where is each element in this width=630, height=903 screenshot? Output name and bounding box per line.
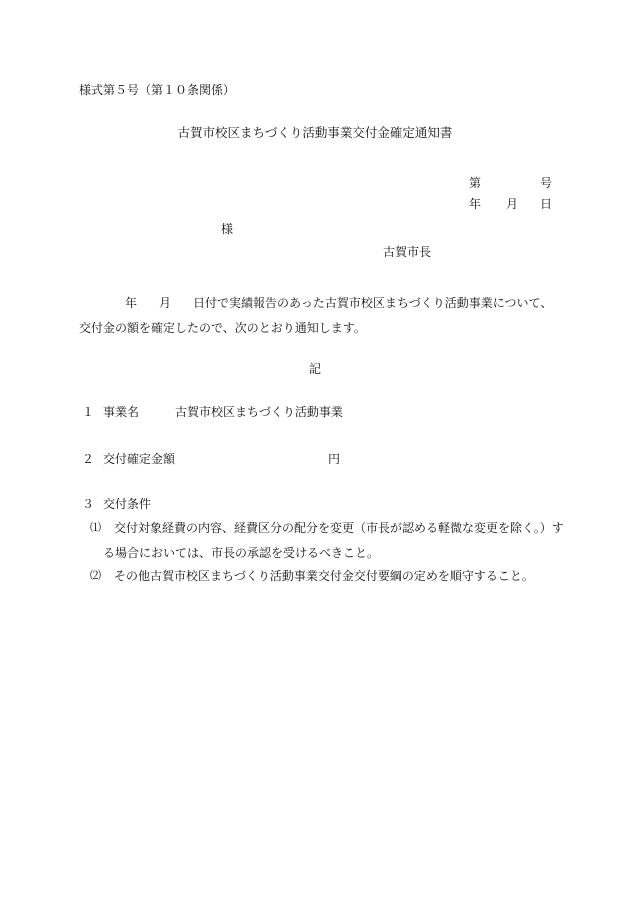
body-year-label: 年 — [125, 296, 138, 310]
doc-number-prefix: 第 — [469, 176, 482, 190]
body-paragraph — [79, 291, 554, 341]
item-2-number: ２ — [82, 452, 95, 466]
item-3-number: ３ — [82, 497, 95, 511]
date-month-label: 月 — [506, 197, 519, 211]
condition-1-text-line-2: る場合においては、市長の承認を受けるべきこと。 — [103, 546, 380, 560]
condition-2-text: その他古賀市校区まちづくり活動事業交付金交付要綱の定めを順守すること。 — [114, 569, 534, 583]
body-month-label: 月 — [159, 296, 172, 310]
condition-1-number: ⑴ — [90, 521, 101, 534]
addressee-honorific: 様 — [221, 222, 234, 236]
form-number: 様式第５号（第１０条関係） — [79, 83, 236, 97]
body-line-2: 交付金の額を確定したので、次のとおり通知します。 — [79, 321, 366, 335]
body-line-1-text: 日付で実績報告のあった古賀市校区まちづくり活動事業について、 — [193, 296, 553, 310]
item-2-unit: 円 — [328, 452, 341, 466]
issuer-name: 古賀市長 — [383, 245, 432, 259]
item-3-label: 交付条件 — [103, 497, 152, 511]
date-day-label: 日 — [540, 197, 553, 211]
item-1-number: １ — [82, 405, 95, 419]
doc-number-suffix: 号 — [540, 176, 553, 190]
ki-heading: 記 — [308, 362, 321, 376]
body-line-1 — [79, 291, 554, 316]
condition-2-number: ⑵ — [90, 569, 101, 582]
item-1-label: 事業名 — [103, 405, 140, 419]
item-1-value: 古賀市校区まちづくり活動事業 — [175, 405, 343, 419]
document-title: 古賀市校区まちづくり活動事業交付金確定通知書 — [177, 125, 453, 140]
item-2-label: 交付確定金額 — [103, 452, 176, 466]
date-year-label: 年 — [469, 197, 482, 211]
condition-1-text-line-1: 交付対象経費の内容、経費区分の配分を変更（市長が認める軽微な変更を除く。）す — [114, 521, 564, 535]
